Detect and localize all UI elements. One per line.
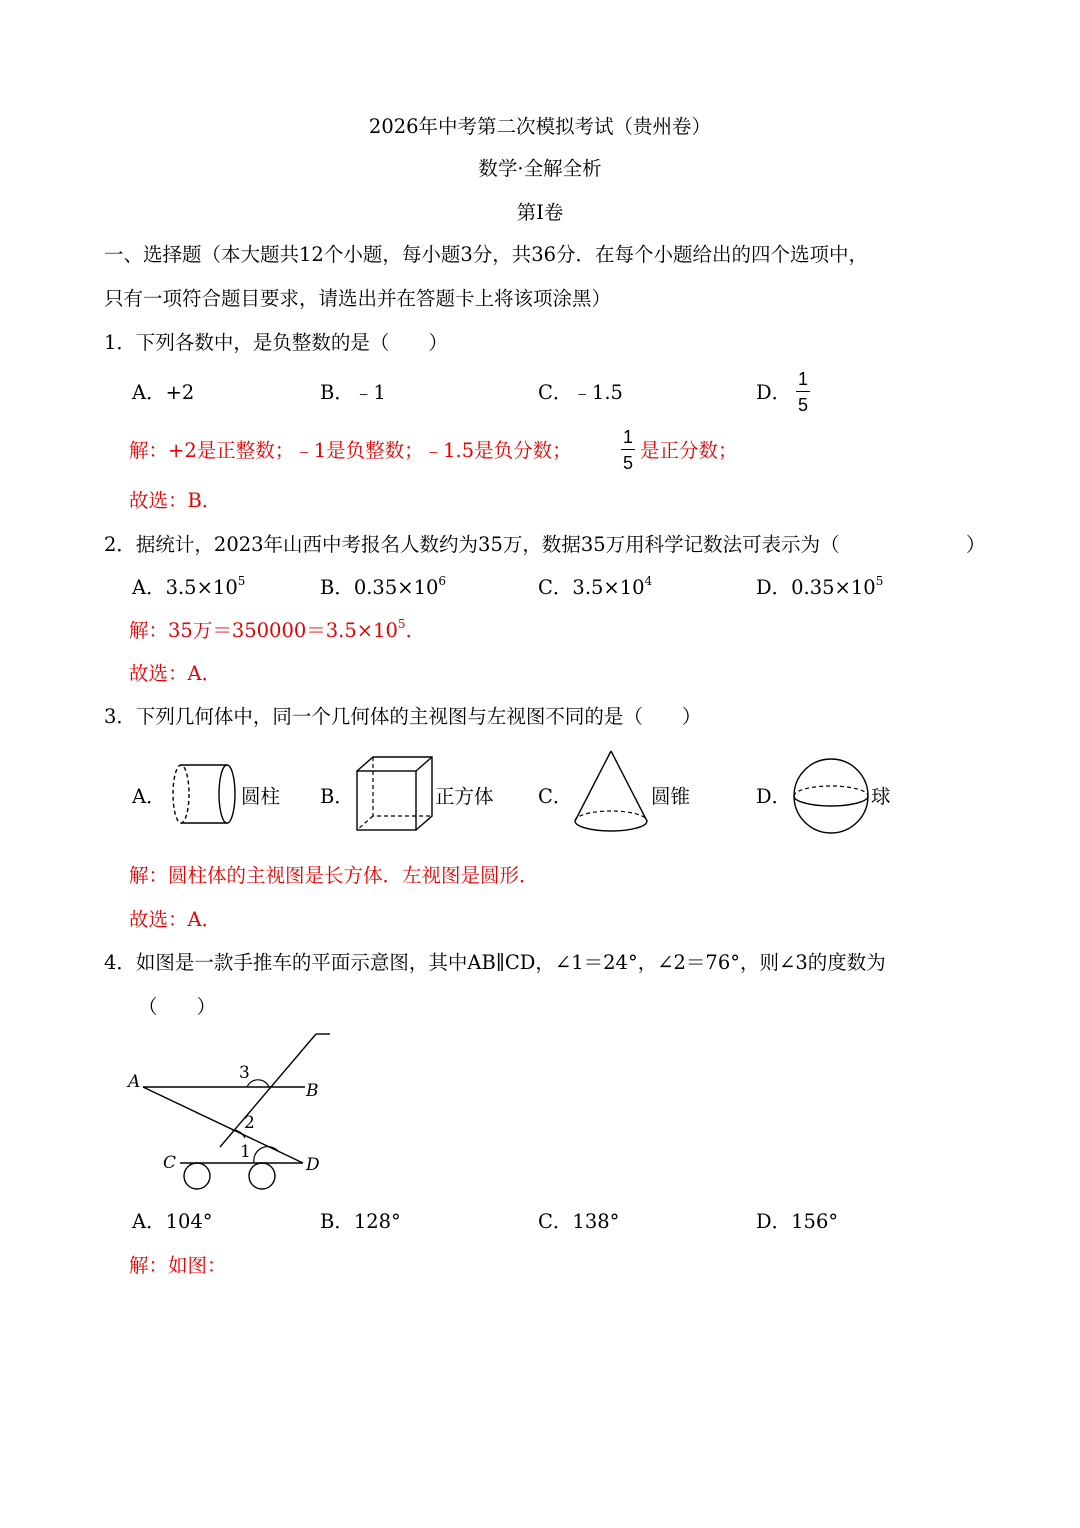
- q2-option-d: [756, 574, 884, 599]
- q2-stem: 2．据统计，2023年山西中考报名人数约为35万，数据35万用科学记数法可表示为（: [104, 533, 840, 556]
- q2-solution-end: ．: [405, 619, 426, 642]
- q1-option-d-label: D．: [756, 381, 792, 404]
- label-a: A: [128, 1072, 141, 1092]
- q2-option-a: [132, 574, 246, 599]
- q2-option-a-base: A．3.5×10: [132, 576, 238, 599]
- q2-option-d-exponent: 5: [875, 574, 884, 588]
- q2-option-d-base: D．0.35×10: [756, 576, 876, 599]
- q2-solution: [129, 617, 426, 642]
- q1-option-d-numerator: 1: [797, 369, 808, 389]
- label-angle-1: 1: [240, 1142, 251, 1162]
- q4-solution: 解：如图：: [129, 1254, 227, 1277]
- q1-answer: 故选：B．: [129, 489, 222, 512]
- q2-stem-close: ）: [966, 533, 986, 556]
- q1-solution-denominator: 5: [622, 453, 633, 473]
- q1-solution: 解：+2是正整数；﹣1是负整数；﹣1.5是负分数；: [129, 439, 572, 462]
- volume-label: 第Ⅰ卷: [516, 201, 564, 224]
- section-instruction-line1: 一、选择题（本大题共12个小题，每小题3分，共36分．在每个小题给出的四个选项中，: [104, 243, 869, 266]
- q2-option-a-exponent: 5: [237, 574, 246, 588]
- page-subtitle: 数学·全解全析: [478, 157, 602, 180]
- q4-option-a: A．104°: [132, 1210, 213, 1233]
- q3-option-b-name: 正方体: [435, 785, 494, 808]
- q1-option-d-fraction-bar: [796, 391, 810, 392]
- label-b: B: [306, 1081, 319, 1101]
- q4-option-d: D．156°: [756, 1210, 839, 1233]
- q3-option-d-label: D．: [756, 785, 792, 808]
- label-angle-2: 2: [244, 1113, 255, 1133]
- label-c: C: [163, 1153, 177, 1173]
- q2-solution-exponent: 5: [397, 617, 406, 631]
- q1-stem: 1．下列各数中，是负整数的是（ ）: [104, 331, 448, 354]
- q3-option-c-label: C．: [538, 785, 573, 808]
- q1-option-c: C．﹣1.5: [538, 381, 623, 404]
- cart-diagram: [120, 1030, 340, 1195]
- q3-option-a-name: 圆柱: [241, 785, 281, 808]
- q2-answer: 故选：A．: [129, 662, 222, 685]
- q2-option-c-base: C．3.5×10: [538, 576, 645, 599]
- label-d: D: [306, 1155, 320, 1175]
- wheel-left: [184, 1163, 210, 1189]
- q2-option-b-exponent: 6: [438, 574, 447, 588]
- section-instruction-line2: 只有一项符合题目要求，请选出并在答题卡上将该项涂黑）: [104, 287, 612, 310]
- q2-option-c-exponent: 4: [644, 574, 653, 588]
- q4-stem: 4．如图是一款手推车的平面示意图，其中AB∥CD，∠1＝24°，∠2＝76°，则∠3的度数为: [104, 951, 886, 974]
- q3-option-d-name: 球: [871, 785, 891, 808]
- page-title: 2026年中考第二次模拟考试（贵州卷）: [368, 115, 712, 138]
- cylinder-icon: [165, 762, 245, 826]
- q3-answer: 故选：A．: [129, 908, 222, 931]
- cone-icon: [570, 748, 654, 836]
- q2-solution-base: 解：35万＝350000＝3.5×10: [129, 619, 398, 642]
- line-ad: [143, 1087, 303, 1163]
- sphere-icon: [790, 756, 874, 836]
- q2-option-b-base: B．0.35×10: [320, 576, 439, 599]
- q1-solution-fraction-bar: [621, 449, 635, 450]
- q3-stem: 3．下列几何体中，同一个几何体的主视图与左视图不同的是（ ）: [104, 705, 702, 728]
- q3-solution: 解：圆柱体的主视图是长方体．左视图是圆形．: [129, 864, 539, 887]
- angle-3-arc: [247, 1080, 269, 1087]
- q3-option-a-label: A．: [132, 785, 166, 808]
- q1-option-d-denominator: 5: [797, 395, 808, 415]
- wheel-right: [249, 1163, 275, 1189]
- q1-option-a: A．+2: [132, 381, 195, 404]
- q4-option-c: C．138°: [538, 1210, 620, 1233]
- q2-option-c: [538, 574, 653, 599]
- q3-option-b-label: B．: [320, 785, 354, 808]
- q2-option-b: [320, 574, 447, 599]
- q1-option-b: B．﹣1: [320, 381, 386, 404]
- q4-answer-paren: （ ）: [138, 995, 217, 1018]
- cube-icon: [352, 754, 436, 834]
- label-angle-3: 3: [239, 1063, 250, 1083]
- q4-option-b: B．128°: [320, 1210, 401, 1233]
- q3-option-c-name: 圆锥: [651, 785, 691, 808]
- q1-solution-numerator: 1: [622, 427, 633, 447]
- q1-solution-end: 是正分数；: [640, 439, 738, 462]
